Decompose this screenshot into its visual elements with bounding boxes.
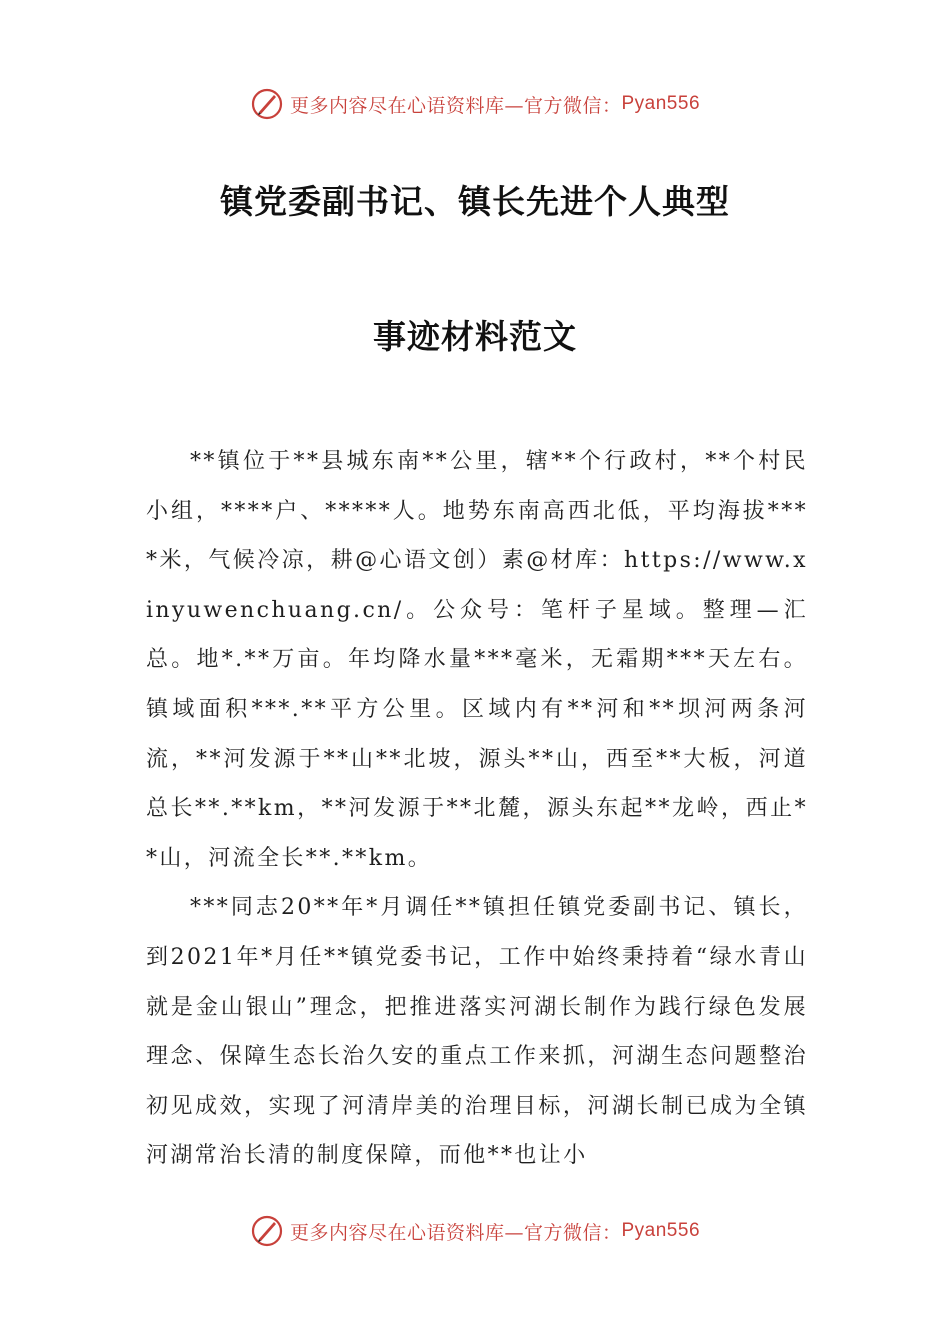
body-paragraph-2: ***同志20**年*月调任**镇担任镇党委副书记、镇长，到2021年*月任**镇党委书记，工作中始终秉持着“绿水青山就是金山银山”理念，把推进落实河湖长制作为践行绿色发展理念、保障生态长治久安的重点工作来抓，河湖生态问题整治初见成效，实现了河清岸美的治理目标，河湖长制已成为全镇河湖常治长清的制度保障，而他**也让小 <box>146 895 808 1169</box>
body-paragraph-1: **镇位于**县城东南**公里，辖**个行政村，**个村民小组，****户、*****人。地势东南高西北低，平均海拔****米，气候冷凉，耕@心语文创）素@材库：https://www.xinyuwenchuang.cn/。公众号：笔杆子星域。整理—汇总。地*.**万亩。年均降水量***毫米，无霜期***天左右。镇域面积***.**平方公里。区域内有**河和**坝河两条河流，**河发源于**山**北坡，源头**山，西至**大板，河道总长**.**km，**河发源于**北麓，源头东起**龙岭，西止**山，河流全长**.**km。 <box>146 449 808 871</box>
document-title-line2: 事迹材料范文 <box>373 317 577 356</box>
document-body <box>146 437 808 1181</box>
header-wechat-id: Pyan556 <box>621 93 701 114</box>
footer-banner-text: 更多内容尽在心语资料库—官方微信： <box>289 1221 622 1244</box>
footer-wechat-id: Pyan556 <box>621 1220 701 1241</box>
header-banner-text: 更多内容尽在心语资料库—官方微信： <box>289 94 622 117</box>
header-watermark-banner <box>0 84 950 124</box>
footer-watermark-banner <box>0 1211 950 1251</box>
quill-logo-icon <box>250 87 284 121</box>
quill-logo-icon <box>250 1214 284 1248</box>
document-title-line1: 镇党委副书记、镇长先进个人典型 <box>220 182 730 221</box>
